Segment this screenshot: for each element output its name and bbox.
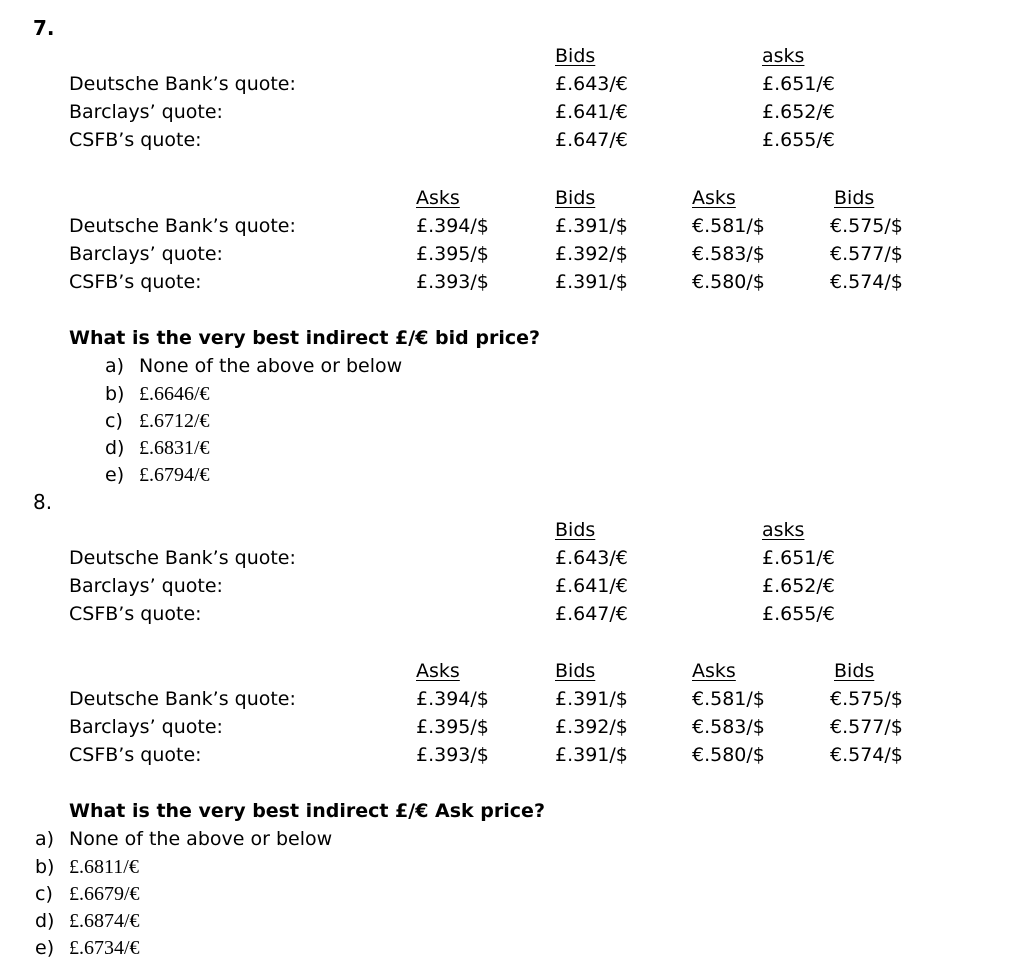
option-letter: a) <box>35 828 55 850</box>
quote-value: €.575/$ <box>830 688 903 710</box>
quote-value: £.393/$ <box>416 744 489 766</box>
option-letter: b) <box>35 856 55 878</box>
option-letter: e) <box>35 937 55 959</box>
quote-value: £.395/$ <box>416 243 489 265</box>
quote-value: £.392/$ <box>555 243 628 265</box>
quote-value: £.655/€ <box>762 603 835 625</box>
row-label: Deutsche Bank’s quote: <box>69 688 296 710</box>
quote-value: €.577/$ <box>830 243 903 265</box>
quote-value: £.647/€ <box>555 129 628 151</box>
column-header-bids: Bids <box>555 660 596 682</box>
row-label: Barclays’ quote: <box>69 575 223 597</box>
quote-value: €.583/$ <box>692 243 765 265</box>
quote-value: €.574/$ <box>830 271 903 293</box>
quote-value: €.580/$ <box>692 271 765 293</box>
quote-value: £.391/$ <box>555 215 628 237</box>
option-text: £.6712/€ <box>139 410 210 432</box>
row-label: Deutsche Bank’s quote: <box>69 215 296 237</box>
question-text: What is the very best indirect £/€ Ask price? <box>69 800 545 822</box>
quote-value: £.651/€ <box>762 547 835 569</box>
quote-value: €.581/$ <box>692 215 765 237</box>
column-header-asks: asks <box>762 519 805 541</box>
quote-value: £.641/€ <box>555 575 628 597</box>
column-header-asks: Asks <box>692 187 736 209</box>
row-label: CSFB’s quote: <box>69 271 202 293</box>
row-label: Deutsche Bank’s quote: <box>69 73 296 95</box>
option-text: £.6794/€ <box>139 464 210 486</box>
row-label: CSFB’s quote: <box>69 129 202 151</box>
column-header-bids: Bids <box>834 187 875 209</box>
option-text: £.6734/€ <box>69 937 140 959</box>
quote-value: £.647/€ <box>555 603 628 625</box>
column-header-asks: Asks <box>692 660 736 682</box>
column-header-bids: Bids <box>555 519 596 541</box>
quote-value: £.655/€ <box>762 129 835 151</box>
quote-value: €.575/$ <box>830 215 903 237</box>
option-text: £.6831/€ <box>139 437 210 459</box>
quote-value: €.580/$ <box>692 744 765 766</box>
quote-value: €.577/$ <box>830 716 903 738</box>
column-header-asks: Asks <box>416 660 460 682</box>
option-text: None of the above or below <box>139 355 403 377</box>
row-label: CSFB’s quote: <box>69 744 202 766</box>
quote-value: £.641/€ <box>555 101 628 123</box>
option-text: £.6874/€ <box>69 910 140 932</box>
quote-value: €.583/$ <box>692 716 765 738</box>
quote-value: €.581/$ <box>692 688 765 710</box>
option-letter: d) <box>105 437 125 459</box>
option-letter: d) <box>35 910 55 932</box>
quote-value: £.394/$ <box>416 688 489 710</box>
question-number: 7. <box>33 16 55 40</box>
quote-value: £.652/€ <box>762 575 835 597</box>
option-text: None of the above or below <box>69 828 333 850</box>
quote-value: £.643/€ <box>555 547 628 569</box>
option-letter: a) <box>105 355 125 377</box>
quote-value: £.391/$ <box>555 744 628 766</box>
quote-value: £.391/$ <box>555 271 628 293</box>
row-label: CSFB’s quote: <box>69 603 202 625</box>
quote-value: £.651/€ <box>762 73 835 95</box>
column-header-bids: Bids <box>834 660 875 682</box>
quote-value: £.391/$ <box>555 688 628 710</box>
quote-value: £.643/€ <box>555 73 628 95</box>
row-label: Deutsche Bank’s quote: <box>69 547 296 569</box>
column-header-asks: Asks <box>416 187 460 209</box>
question-text: What is the very best indirect £/€ bid price? <box>69 327 541 349</box>
quote-value: £.395/$ <box>416 716 489 738</box>
row-label: Barclays’ quote: <box>69 716 223 738</box>
row-label: Barclays’ quote: <box>69 243 223 265</box>
question-number: 8. <box>33 490 53 514</box>
quote-value: £.393/$ <box>416 271 489 293</box>
column-header-asks: asks <box>762 45 805 67</box>
quote-value: £.394/$ <box>416 215 489 237</box>
option-text: £.6811/€ <box>69 856 139 878</box>
option-letter: b) <box>105 383 125 405</box>
quote-value: £.392/$ <box>555 716 628 738</box>
column-header-bids: Bids <box>555 187 596 209</box>
quote-value: £.652/€ <box>762 101 835 123</box>
option-letter: c) <box>105 410 123 432</box>
option-text: £.6646/€ <box>139 383 210 405</box>
row-label: Barclays’ quote: <box>69 101 223 123</box>
option-letter: e) <box>105 464 125 486</box>
option-letter: c) <box>35 883 53 905</box>
option-text: £.6679/€ <box>69 883 140 905</box>
column-header-bids: Bids <box>555 45 596 67</box>
quote-value: €.574/$ <box>830 744 903 766</box>
